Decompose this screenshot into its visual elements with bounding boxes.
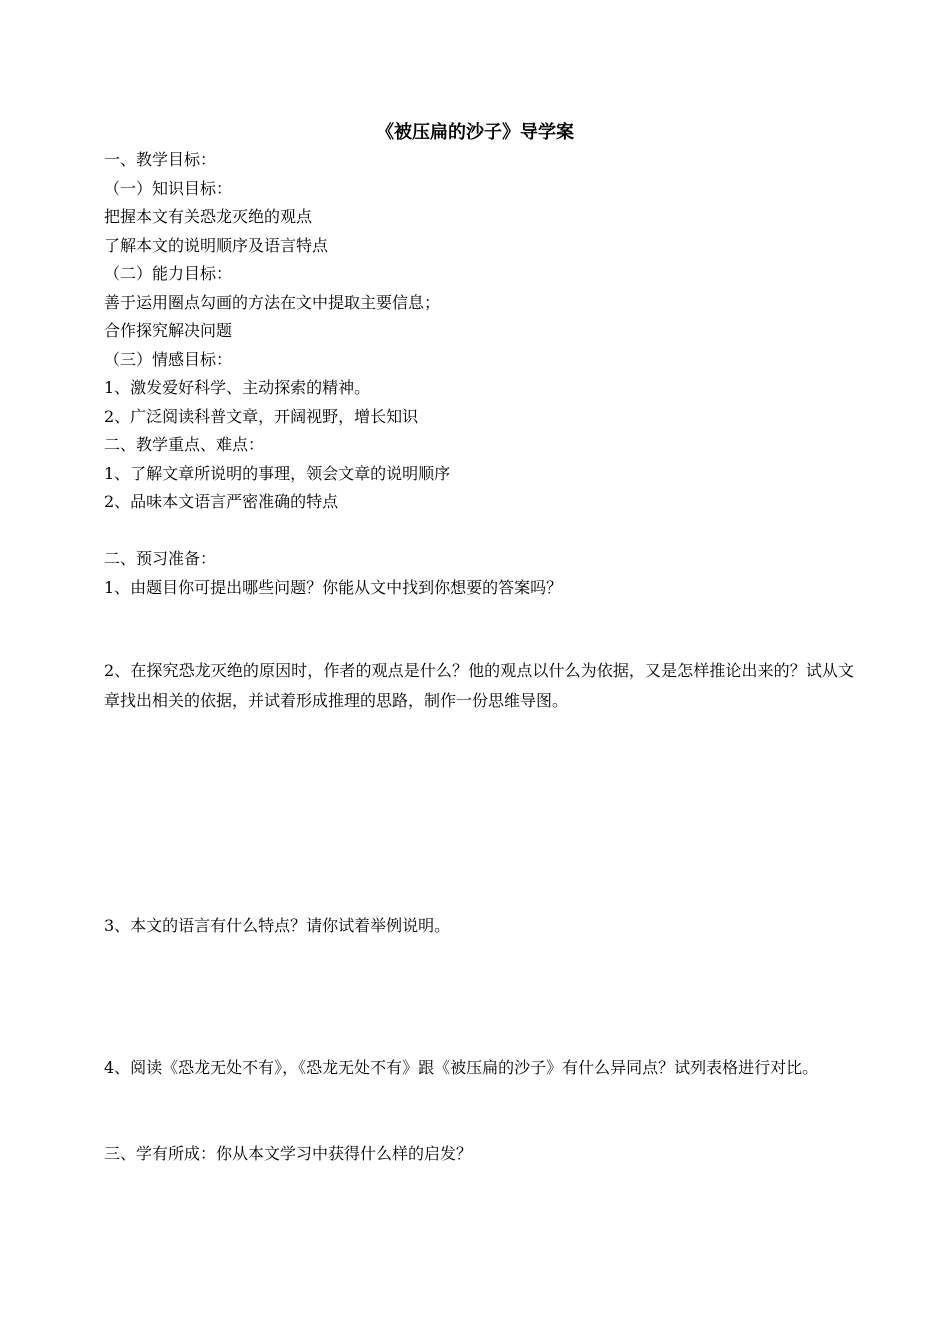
section-heading-reflection: 三、学有所成：你从本文学习中获得什么样的启发？ (104, 1144, 473, 1163)
emotion-goal-item: 1、激发爱好科学、主动探索的精神。 (104, 378, 371, 397)
knowledge-goal-item: 了解本文的说明顺序及语言特点 (104, 236, 329, 255)
knowledge-goal-item: 把握本文有关恐龙灭绝的观点 (104, 207, 313, 226)
preview-question-4: 4、阅读《恐龙无处不有》，《恐龙无处不有》跟《被压扁的沙子》有什么异同点？试列表格进行对比。 (104, 1058, 819, 1077)
key-point-item: 2、品味本文语言严密准确的特点 (104, 492, 339, 511)
section-heading-key-points: 二、教学重点、难点： (104, 435, 265, 454)
preview-question-3: 3、本文的语言有什么特点？请你试着举例说明。 (104, 916, 451, 935)
key-point-item: 1、了解文章所说明的事理，领会文章的说明顺序 (104, 464, 451, 483)
ability-goal-item: 善于运用圈点勾画的方法在文中提取主要信息； (104, 293, 441, 312)
subheading-knowledge-goals: （一）知识目标： (104, 179, 233, 198)
preview-question-1: 1、由题目你可提出哪些问题？你能从文中找到你想要的答案吗？ (104, 578, 563, 597)
section-heading-preview: 二、预习准备： (104, 549, 217, 568)
subheading-emotion-goals: （三）情感目标： (104, 350, 233, 369)
ability-goal-item: 合作探究解决问题 (104, 321, 233, 340)
subheading-ability-goals: （二）能力目标： (104, 264, 233, 283)
preview-question-2: 2、在探究恐龙灭绝的原因时，作者的观点是什么？他的观点以什么为依据，又是怎样推论出来的？试从文章找出相关的依据，并试着形成推理的思路，制作一份思维导图。 (104, 661, 854, 710)
document-title: 《被压扁的沙子》导学案 (376, 122, 574, 143)
emotion-goal-item: 2、广泛阅读科普文章，开阔视野，增长知识 (104, 407, 419, 426)
section-heading-teaching-goals: 一、教学目标： (104, 150, 217, 169)
